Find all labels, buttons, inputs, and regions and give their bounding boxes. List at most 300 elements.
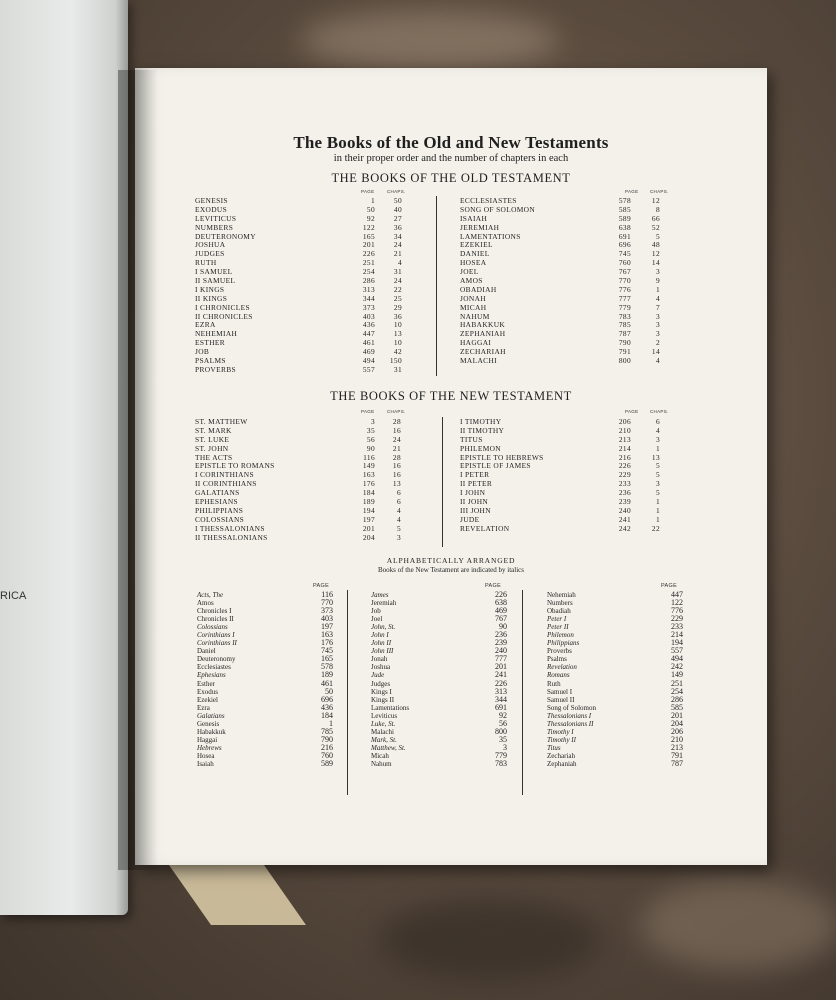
alpha-book-row [371,744,507,752]
alpha-book-name: Ruth [547,679,561,688]
alpha-book-page-number: 214 [671,630,683,640]
book-row [195,233,415,242]
book-name: ST. MATTHEW [195,417,248,426]
book-row [460,507,680,516]
nt-left-book-list [195,418,415,542]
book-chapter-count: 3 [655,267,660,277]
book-name: COLOSSIANS [195,514,245,524]
alpha-book-name: Hosea [197,751,215,760]
alpha-book-page-number: 189 [321,670,333,680]
alpha-book-page-number: 201 [495,662,507,672]
column-divider [436,196,437,376]
alpha-book-page-number: 56 [499,718,507,728]
book-chapter-count: 36 [393,311,402,321]
book-name: II CORINTHIANS [195,479,257,489]
book-page-number: 469 [362,347,375,357]
book-name: I KINGS [195,284,225,294]
book-name: I CORINTHIANS [195,470,254,480]
marble-blotch [300,10,560,70]
alpha-book-row [371,615,507,623]
book-row [460,304,680,313]
alpha-book-page-number: 116 [321,590,333,599]
book-page-number: 214 [618,443,631,453]
book-chapter-count: 10 [393,320,402,330]
book-chapter-count: 4 [655,293,660,303]
book-page-number: 90 [366,443,375,453]
alpha-book-name: Daniel [197,647,216,656]
book-name: JOB [195,347,210,357]
book-row [460,480,680,489]
right-book-page [135,68,767,865]
alpha-book-page-number: 557 [671,646,683,656]
alpha-book-row [371,752,507,760]
alpha-book-name: Genesis [197,719,220,728]
alpha-book-page-number: 251 [671,678,683,688]
book-name: II TIMOTHY [460,425,505,435]
book-name: GALATIANS [195,488,240,498]
alpha-book-row [547,607,683,615]
book-name: SONG OF SOLOMON [460,204,536,214]
book-name: REVELATION [460,523,510,533]
book-row [195,330,415,339]
book-page-number: 163 [362,470,375,480]
book-page-number: 578 [618,196,631,205]
alpha-book-row [547,591,683,599]
book-chapter-count: 1 [655,505,660,515]
alpha-book-row [371,607,507,615]
book-row [460,427,680,436]
alpha-book-name: Obadiah [547,607,571,616]
book-page-number: 779 [618,302,631,312]
book-name: JUDGES [195,249,225,259]
alpha-book-row [371,728,507,736]
book-chapter-count: 3 [655,329,660,339]
book-chapter-count: 36 [393,222,402,232]
alpha-book-name: Habakkuk [197,727,226,736]
book-name: ST. LUKE [195,434,230,444]
alpha-book-row [197,671,333,679]
book-name: PHILIPPIANS [195,505,244,515]
book-name: RUTH [195,258,217,268]
book-name: I THESSALONIANS [195,523,265,533]
book-page-number: 236 [618,488,631,498]
column-divider [522,590,523,795]
book-row [195,366,415,375]
alpha-book-name: James [371,591,389,599]
book-chapter-count: 6 [396,497,401,507]
book-chapter-count: 1 [655,497,660,507]
alpha-book-name: Exodus [197,687,218,696]
book-name: MICAH [460,302,487,312]
alpha-book-page-number: 213 [671,742,683,752]
alpha-book-row [547,728,683,736]
alpha-book-name: Numbers [547,599,573,608]
alpha-book-page-number: 242 [671,662,683,672]
alpha-book-row [547,696,683,704]
alpha-book-page-number: 745 [321,646,333,656]
book-name: TITUS [460,434,483,444]
book-chapter-count: 5 [655,470,660,480]
book-name: I TIMOTHY [460,417,502,426]
alpha-book-name: Nahum [371,759,392,768]
book-row [460,357,680,366]
new-testament-heading: THE BOOKS OF THE NEW TESTAMENT [330,389,572,403]
book-chapter-count: 24 [393,240,402,250]
book-page-number: 92 [366,213,375,223]
alpha-book-row [197,680,333,688]
book-chapter-count: 12 [651,196,660,205]
book-name: GENESIS [195,196,228,205]
alpha-book-page-number: 50 [325,686,333,696]
book-chapter-count: 4 [396,514,401,524]
book-chapter-count: 16 [392,470,401,480]
alpha-book-row [197,760,333,768]
alpha-book-page-number: 3 [503,742,507,752]
alpha-book-row [547,647,683,655]
book-page-number: 785 [618,320,631,330]
alpha-book-name: Ephesians [197,671,226,680]
book-chapter-count: 7 [655,302,660,312]
book-chapter-count: 52 [651,222,660,232]
alpha-book-row [371,631,507,639]
alpha-book-page-number: 800 [495,726,507,736]
book-chapter-count: 3 [655,320,660,330]
alpha-book-name: John, St. [371,623,396,632]
book-name: ISAIAH [460,213,488,223]
book-chapter-count: 27 [393,213,402,223]
book-chapter-count: 2 [655,338,660,348]
book-name: OBADIAH [460,284,497,294]
alpha-book-row [371,680,507,688]
book-row [195,197,415,206]
alpha-book-row [547,671,683,679]
book-chapter-count: 9 [655,276,660,286]
book-page-number: 696 [618,240,631,250]
alpha-book-page-number: 254 [671,686,683,696]
alpha-book-page-number: 494 [671,654,683,664]
book-name: ST. JOHN [195,443,229,453]
book-name: II CHRONICLES [195,311,253,321]
book-chapter-count: 4 [396,505,401,515]
book-page-number: 403 [362,311,375,321]
ribbon-bookmark [169,865,306,925]
book-chapter-count: 42 [393,347,402,357]
alpha-book-page-number: 776 [671,606,683,616]
alpha-book-row [197,744,333,752]
alpha-book-name: Mark, St. [371,735,397,744]
alpha-book-page-number: 176 [321,638,333,648]
alpha-book-page-number: 240 [495,646,507,656]
book-chapter-count: 13 [651,452,660,462]
alpha-book-page-number: 691 [495,702,507,712]
book-row [460,286,680,295]
book-chapter-count: 3 [655,479,660,489]
book-row [460,330,680,339]
alpha-book-row [547,720,683,728]
book-page-number: 210 [618,425,631,435]
alpha-book-page-number: 236 [495,630,507,640]
alpha-book-page-number: 436 [321,702,333,712]
alpha-book-name: Micah [371,751,389,760]
alpha-book-name: Romans [547,671,570,680]
alpha-book-name: Lamentations [371,703,410,712]
book-name: NEHEMIAH [195,329,238,339]
alpha-book-name: Samuel I [547,687,573,696]
alpha-book-row [371,671,507,679]
alpha-book-page-number: 638 [495,598,507,608]
alpha-book-page-number: 461 [321,678,333,688]
book-chapter-count: 1 [655,284,660,294]
alpha-book-row [197,631,333,639]
alpha-book-page-number: 790 [321,734,333,744]
book-name: NUMBERS [195,222,234,232]
book-chapter-count: 22 [393,284,402,294]
alpha-book-row [197,647,333,655]
alpha-book-row [197,704,333,712]
alpha-book-page-number: 791 [671,750,683,760]
book-name: EPISTLE TO HEBREWS [460,452,544,462]
book-name: II SAMUEL [195,276,236,286]
alpha-book-name: John III [371,647,394,656]
alpha-book-row [547,760,683,768]
alpha-book-row [547,736,683,744]
alpha-book-row [547,655,683,663]
spine-shadow [118,70,158,870]
alpha-book-name: Joshua [371,663,391,672]
book-chapter-count: 1 [655,514,660,524]
marble-blotch [380,900,600,980]
book-chapter-count: 8 [655,204,660,214]
alpha-book-page-number: 149 [671,670,683,680]
alpha-book-page-number: 90 [499,622,507,632]
alpha-book-page-number: 165 [321,654,333,664]
book-row [460,525,680,534]
alpha-book-name: Amos [197,599,214,608]
alpha-book-page-number: 194 [671,638,683,648]
alpha-book-row [547,712,683,720]
alpha-book-row [547,623,683,631]
alpha-book-name: Zephaniah [547,759,577,768]
book-chapter-count: 13 [392,479,401,489]
alpha-book-page-number: 122 [671,598,683,608]
book-page-number: 770 [618,276,631,286]
alpha-book-name: John I [371,631,389,640]
book-page-number: 313 [362,284,375,294]
book-page-number: 589 [618,213,631,223]
alpha-book-page-number: 184 [321,710,333,720]
book-page-number: 204 [362,532,375,542]
book-name: ST. MARK [195,425,232,435]
book-page-number: 767 [618,267,631,277]
alpha-book-page-number: 163 [321,630,333,640]
alpha-book-page-number: 770 [321,598,333,608]
alpha-book-name: Deuteronomy [197,655,236,664]
book-name: I PETER [460,470,490,480]
alpha-book-name: Kings I [371,687,392,696]
alpha-book-page-number: 206 [671,726,683,736]
alpha-book-row [547,639,683,647]
book-name: ESTHER [195,338,226,348]
book-page-number: 494 [362,356,375,366]
alpha-book-row [371,639,507,647]
alpha-col2-page-label: PAGE [485,583,502,589]
book-page-number: 241 [618,514,631,524]
alpha-book-row [547,688,683,696]
alpha-book-row [371,720,507,728]
alpha-book-name: Jeremiah [371,599,397,608]
alpha-book-name: Ecclesiastes [197,663,231,672]
alpha-book-name: Isaiah [197,759,214,768]
alpha-book-name: Malachi [371,727,394,736]
book-name: AMOS [460,276,483,286]
book-page-number: 461 [362,338,375,348]
alpha-book-name: John II [371,639,392,648]
alpha-book-row [197,623,333,631]
book-row [460,498,680,507]
book-chapter-count: 29 [393,302,402,312]
alpha-book-name: Leviticus [371,711,398,720]
book-page-number: 197 [362,514,375,524]
book-name: PROVERBS [195,364,236,374]
book-name: II PETER [460,479,493,489]
alpha-book-row [547,704,683,712]
alpha-book-row [371,688,507,696]
alpha-book-page-number: 226 [495,678,507,688]
alpha-book-page-number: 233 [671,622,683,632]
alpha-book-page-number: 787 [671,758,683,768]
alpha-book-row [197,591,333,599]
alpha-book-page-number: 403 [321,614,333,624]
book-page-number: 194 [362,505,375,515]
alpha-book-name: Ezra [197,703,210,712]
alpha-book-row [547,599,683,607]
alpha-book-row [197,655,333,663]
book-row [460,233,680,242]
book-name: I CHRONICLES [195,302,250,312]
alpha-book-page-number: 373 [321,606,333,616]
alpha-book-row [371,663,507,671]
book-chapter-count: 14 [651,258,660,268]
alpha-book-name: Chronicles I [197,607,232,616]
alphabetical-heading: ALPHABETICALLY ARRANGED [386,556,516,565]
book-page-number: 344 [362,293,375,303]
book-page-number: 213 [618,434,631,444]
book-page-number: 184 [362,488,375,498]
book-chapter-count: 5 [655,231,660,241]
book-chapter-count: 50 [393,196,402,205]
book-name: LAMENTATIONS [460,231,521,241]
alpha-book-name: Thessalonians II [547,719,594,728]
column-divider [347,590,348,795]
alpha-book-row [371,760,507,768]
book-chapter-count: 25 [393,293,402,303]
alpha-book-page-number: 344 [495,694,507,704]
book-page-number: 201 [362,240,375,250]
book-chapter-count: 150 [389,356,402,366]
book-chapter-count: 5 [655,461,660,471]
alpha-column-3 [547,591,683,768]
book-page-number: 251 [362,258,375,268]
alpha-book-row [197,607,333,615]
book-chapter-count: 5 [655,488,660,498]
nt-left-chaps-label: CHAPS. [387,409,406,414]
nt-left-page-label: PAGE [361,409,375,414]
alphabetical-note: Books of the New Testament are indicated by italics [378,566,524,574]
book-name: DANIEL [460,249,490,259]
alpha-book-name: Revelation [547,663,577,672]
alpha-book-name: Acts, The [197,591,224,599]
book-page-number: 373 [362,302,375,312]
alpha-book-row [371,736,507,744]
book-name: ZEPHANIAH [460,329,506,339]
book-name: II KINGS [195,293,228,303]
alpha-book-row [197,663,333,671]
book-page-number: 791 [618,347,631,357]
book-name: JEREMIAH [460,222,500,232]
alpha-book-page-number: 777 [495,654,507,664]
book-row [460,462,680,471]
book-page-number: 216 [618,452,631,462]
book-row [195,348,415,357]
book-chapter-count: 3 [655,434,660,444]
alpha-book-name: Song of Solomon [547,703,597,712]
book-name: HOSEA [460,258,487,268]
alpha-book-name: Jonah [371,655,388,664]
alpha-book-page-number: 578 [321,662,333,672]
book-row [460,206,680,215]
book-name: JOSHUA [195,240,226,250]
nt-right-book-list [460,418,680,534]
alpha-book-row [197,736,333,744]
book-page-number: 557 [362,364,375,374]
book-row [195,250,415,259]
alpha-book-row [371,696,507,704]
alpha-book-name: Matthew, St. [371,743,406,752]
alpha-book-page-number: 589 [321,758,333,768]
book-chapter-count: 3 [396,532,401,542]
book-name: EZEKIEL [460,240,493,250]
book-name: JOEL [460,267,479,277]
alpha-book-page-number: 197 [321,622,333,632]
alpha-book-name: Psalms [547,655,567,664]
alpha-book-row [371,591,507,599]
book-page-number: 777 [618,293,631,303]
book-page-number: 189 [362,497,375,507]
book-name: NAHUM [460,311,490,321]
book-name: PHILEMON [460,443,501,453]
alpha-book-page-number: 226 [495,590,507,599]
book-page-number: 206 [618,417,631,426]
alpha-book-row [547,631,683,639]
book-page-number: 240 [618,505,631,515]
book-name: EPISTLE TO ROMANS [195,461,275,471]
book-page-number: 760 [618,258,631,268]
book-page-number: 1 [370,196,375,205]
book-name: ZECHARIAH [460,347,506,357]
book-name: I SAMUEL [195,267,233,277]
book-page-number: 745 [618,249,631,259]
alpha-book-row [371,655,507,663]
book-chapter-count: 6 [655,417,660,426]
alpha-book-name: Haggai [197,735,218,744]
book-name: EZRA [195,320,216,330]
book-name: EPHESIANS [195,497,238,507]
book-page-number: 229 [618,470,631,480]
alpha-book-page-number: 785 [321,726,333,736]
book-page-number: 242 [618,523,631,533]
alpha-col1-page-label: PAGE [313,583,330,589]
alpha-book-page-number: 767 [495,614,507,624]
